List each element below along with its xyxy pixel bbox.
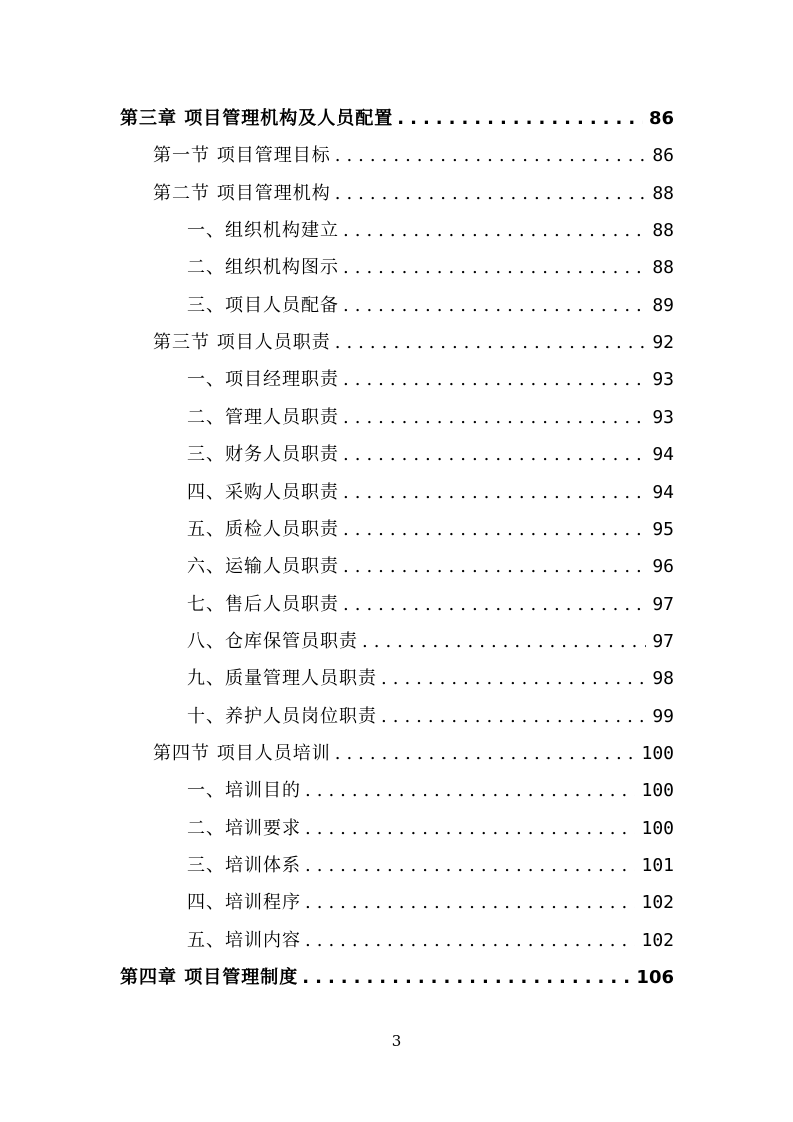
toc-leader-dots bbox=[381, 698, 646, 735]
toc-leader-dots bbox=[343, 361, 646, 398]
toc-leader-dots bbox=[343, 474, 646, 511]
toc-leader-dots bbox=[343, 436, 646, 473]
toc-entry-page: 100 bbox=[641, 780, 674, 802]
toc-entry-item[interactable] bbox=[0, 772, 674, 809]
toc-entry-title: 四、培训程序 bbox=[187, 892, 301, 914]
toc-entry-page: 99 bbox=[652, 705, 674, 727]
toc-entry-item[interactable] bbox=[0, 847, 674, 884]
toc-entry-title: 第四章 项目管理制度 bbox=[120, 967, 299, 989]
toc-entry-item[interactable] bbox=[0, 511, 674, 548]
toc-leader-dots bbox=[335, 137, 647, 174]
toc-entry-page: 88 bbox=[652, 182, 674, 204]
toc-leader-dots bbox=[343, 548, 646, 585]
toc-entry-item[interactable] bbox=[0, 361, 674, 398]
toc-entry-section[interactable] bbox=[0, 175, 674, 212]
toc-entry-section[interactable] bbox=[0, 735, 674, 772]
toc-entry-title: 一、项目经理职责 bbox=[187, 369, 339, 391]
toc-entry-page: 102 bbox=[641, 892, 674, 914]
toc-entry-section[interactable] bbox=[0, 137, 674, 174]
toc-leader-dots bbox=[343, 399, 646, 436]
toc-entry-chapter[interactable] bbox=[0, 959, 674, 996]
toc-leader-dots bbox=[305, 810, 635, 847]
toc-entry-item[interactable] bbox=[0, 399, 674, 436]
toc-entry-title: 第三章 项目管理机构及人员配置 bbox=[120, 108, 394, 129]
toc-entry-title: 五、培训内容 bbox=[187, 929, 301, 951]
page-number: 3 bbox=[391, 1032, 402, 1050]
toc-entry-page: 94 bbox=[652, 481, 674, 503]
toc-leader-dots bbox=[335, 735, 636, 772]
toc-entry-item[interactable] bbox=[0, 548, 674, 585]
toc-entry-item[interactable] bbox=[0, 287, 674, 324]
toc-entry-page: 95 bbox=[652, 518, 674, 540]
toc-leader-dots bbox=[343, 511, 646, 548]
toc-entry-page: 97 bbox=[652, 630, 674, 652]
toc-entry-title: 二、培训要求 bbox=[187, 817, 301, 839]
toc-leader-dots bbox=[335, 175, 647, 212]
toc-entry-item[interactable] bbox=[0, 212, 674, 249]
toc-entry-title: 二、管理人员职责 bbox=[187, 406, 339, 428]
toc-entry-item[interactable] bbox=[0, 623, 674, 660]
toc-leader-dots bbox=[305, 772, 635, 809]
toc-entry-page: 86 bbox=[652, 145, 674, 167]
toc-entry-title: 六、运输人员职责 bbox=[187, 556, 339, 578]
toc-entry-item[interactable] bbox=[0, 660, 674, 697]
toc-entry-page: 92 bbox=[652, 332, 674, 354]
toc-entry-page: 106 bbox=[636, 967, 674, 989]
toc-leader-dots bbox=[343, 249, 646, 286]
toc-entry-title: 第三节 项目人员职责 bbox=[153, 332, 331, 354]
toc-entry-item[interactable] bbox=[0, 922, 674, 959]
toc-entry-item[interactable] bbox=[0, 884, 674, 921]
toc-entry-title: 第一节 项目管理目标 bbox=[153, 145, 331, 167]
toc-entry-page: 89 bbox=[652, 294, 674, 316]
toc-entry-page: 97 bbox=[652, 593, 674, 615]
toc-leader-dots bbox=[305, 847, 635, 884]
toc-leader-dots bbox=[305, 884, 635, 921]
toc-leader-dots bbox=[343, 212, 646, 249]
toc-leader-dots bbox=[343, 586, 646, 623]
toc-entry-item[interactable] bbox=[0, 249, 674, 286]
toc-entry-item[interactable] bbox=[0, 436, 674, 473]
toc-entry-page: 93 bbox=[652, 406, 674, 428]
toc-entry-title: 十、养护人员岗位职责 bbox=[187, 705, 377, 727]
toc-entry-page: 100 bbox=[641, 742, 674, 764]
toc-entry-page: 98 bbox=[652, 668, 674, 690]
toc-entry-title: 五、质检人员职责 bbox=[187, 518, 339, 540]
toc-entry-page: 86 bbox=[648, 108, 674, 129]
toc-leader-dots bbox=[381, 660, 646, 697]
toc-entry-section[interactable] bbox=[0, 324, 674, 361]
toc-entry-title: 一、培训目的 bbox=[187, 780, 301, 802]
toc-leader-dots bbox=[335, 324, 647, 361]
toc-entry-page: 88 bbox=[652, 257, 674, 279]
toc-entry-page: 88 bbox=[652, 220, 674, 242]
toc-entry-page: 94 bbox=[652, 444, 674, 466]
toc-leader-dots bbox=[305, 922, 635, 959]
toc-entry-page: 93 bbox=[652, 369, 674, 391]
toc-entry-page: 101 bbox=[641, 855, 674, 876]
toc-entry-page: 102 bbox=[641, 929, 674, 951]
toc-entry-item[interactable] bbox=[0, 586, 674, 623]
toc-entry-title: 四、采购人员职责 bbox=[187, 481, 339, 503]
toc-entry-title: 三、培训体系 bbox=[187, 855, 301, 876]
toc-entry-page: 96 bbox=[652, 556, 674, 578]
toc-entry-page: 100 bbox=[641, 817, 674, 839]
toc-entry-title: 三、项目人员配备 bbox=[187, 294, 339, 316]
toc-entry-title: 二、组织机构图示 bbox=[187, 257, 339, 279]
toc-entry-title: 第二节 项目管理机构 bbox=[153, 182, 331, 204]
toc-entry-title: 三、财务人员职责 bbox=[187, 444, 339, 466]
toc-leader-dots bbox=[343, 287, 646, 324]
toc-entry-item[interactable] bbox=[0, 810, 674, 847]
toc-entry-title: 八、仓库保管员职责 bbox=[187, 630, 358, 652]
toc-entry-item[interactable] bbox=[0, 698, 674, 735]
toc-entry-chapter[interactable] bbox=[0, 100, 674, 137]
toc-entry-title: 一、组织机构建立 bbox=[187, 220, 339, 242]
toc-entry-title: 九、质量管理人员职责 bbox=[187, 668, 377, 690]
toc-leader-dots bbox=[397, 100, 643, 137]
toc-leader-dots bbox=[362, 623, 646, 660]
toc-entry-item[interactable] bbox=[0, 474, 674, 511]
toc-entry-title: 七、售后人员职责 bbox=[187, 593, 339, 615]
toc-entry-title: 第四节 项目人员培训 bbox=[153, 742, 331, 764]
toc-leader-dots bbox=[302, 959, 630, 996]
